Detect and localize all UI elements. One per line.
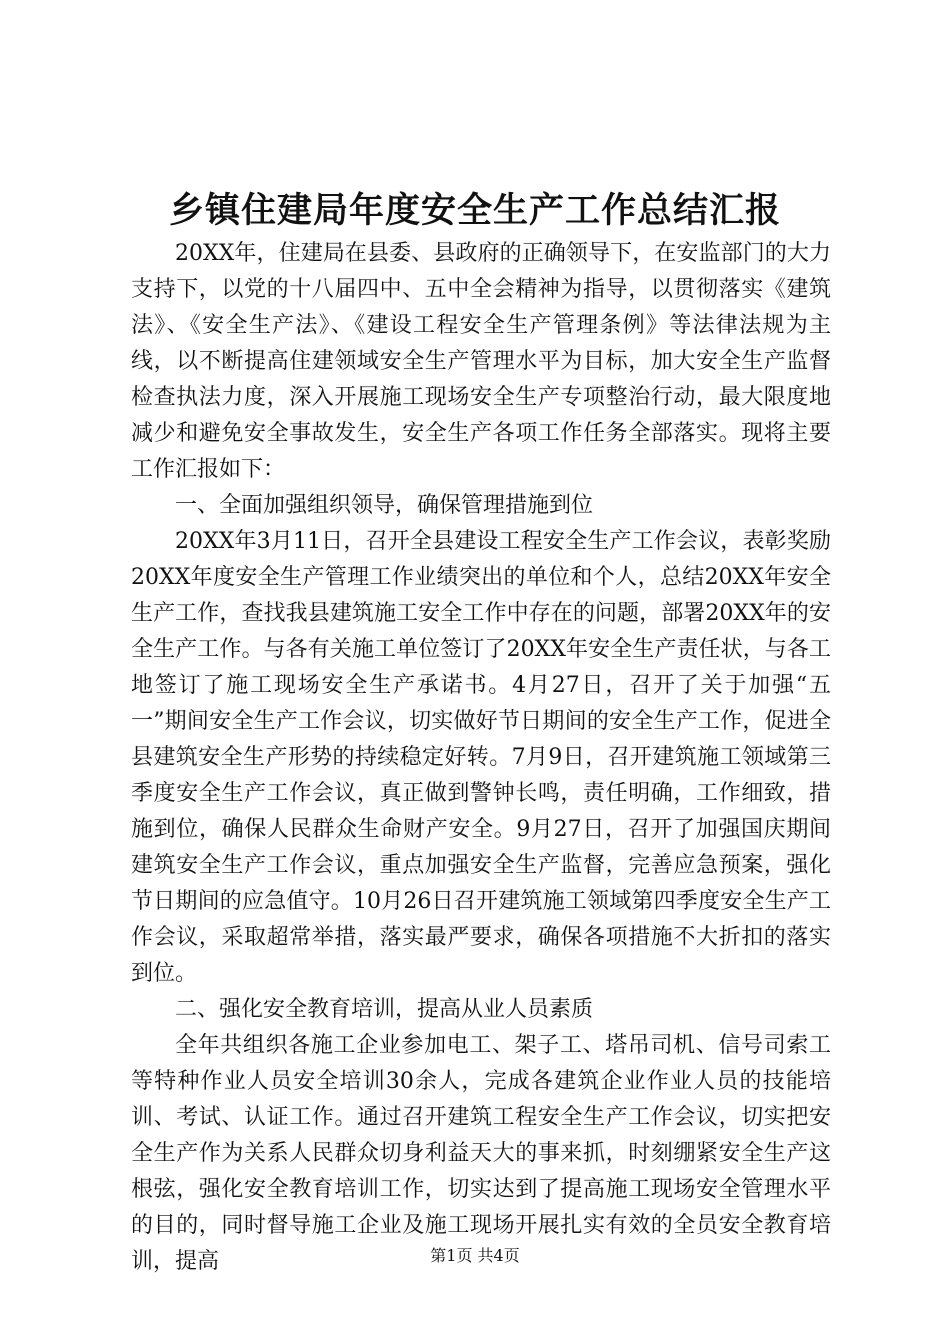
document-body — [131, 236, 831, 1280]
intro-paragraph: 20XX年，住建局在县委、县政府的正确领导下，在安监部门的大力支持下，以党的十八届四中、五中全会精神为指导，以贯彻落实《建筑法》、《安全生产法》、《建设工程安全生产管理条例》等法律法规为主线，以不断提高住建领域安全生产管理水平为目标，加大安全生产监督检查执法力度，深入开展施工现场安全生产专项整治行动，最大限度地减少和避免安全事故发生，安全生产各项工作任务全部落实。现将主要工作汇报如下： — [131, 241, 831, 482]
section-1-paragraph: 20XX年3月11日，召开全县建设工程安全生产工作会议，表彰奖励20XX年度安全生产管理工作业绩突出的单位和个人，总结20XX年安全生产工作，查找我县建筑施工安全工作中存在的问题，部署20XX年的安全生产工作。与各有关施工单位签订了20XX年安全生产责任状，与各工地签订了施工现场安全生产承诺书。4月27日，召开了关于加强“五一”期间安全生产工作会议，切实做好节日期间的安全生产工作，促进全县建筑安全生产形势的持续稳定好转。7月9日，召开建筑施工领域第三季度安全生产工作会议，真正做到警钟长鸣，责任明确，工作细致，措施到位，确保人民群众生命财产安全。9月27日，召开了加强国庆期间建筑安全生产工作会议，重点加强安全生产监督，完善应急预案，强化节日期间的应急值守。10月26日召开建筑施工领域第四季度安全生产工作会议，采取超常举措，落实最严要求，确保各项措施不大折扣的落实到位。 — [131, 529, 831, 986]
document-title: 乡镇住建局年度安全生产工作总结汇报 — [168, 190, 781, 231]
section-2-paragraph: 全年共组织各施工企业参加电工、架子工、塔吊司机、信号司索工等特种作业人员安全培训30余人，完成各建筑企业作业人员的技能培训、考试、认证工作。通过召开建筑工程安全生产工作会议，切实把安全生产作为关系人民群众切身利益天大的事来抓，时刻绷紧安全生产这根弦，强化安全教育培训工作，切实达到了提高施工现场安全管理水平的目的，同时督导施工企业及施工现场开展扎实有效的全员安全教育培训，提高 — [131, 1033, 831, 1274]
page-footer: 第1页 共4页 — [430, 1246, 520, 1265]
section-heading-2: 二、强化安全教育培训，提高从业人员素质 — [175, 997, 594, 1022]
section-heading-1: 一、全面加强组织领导，确保管理措施到位 — [175, 493, 594, 518]
